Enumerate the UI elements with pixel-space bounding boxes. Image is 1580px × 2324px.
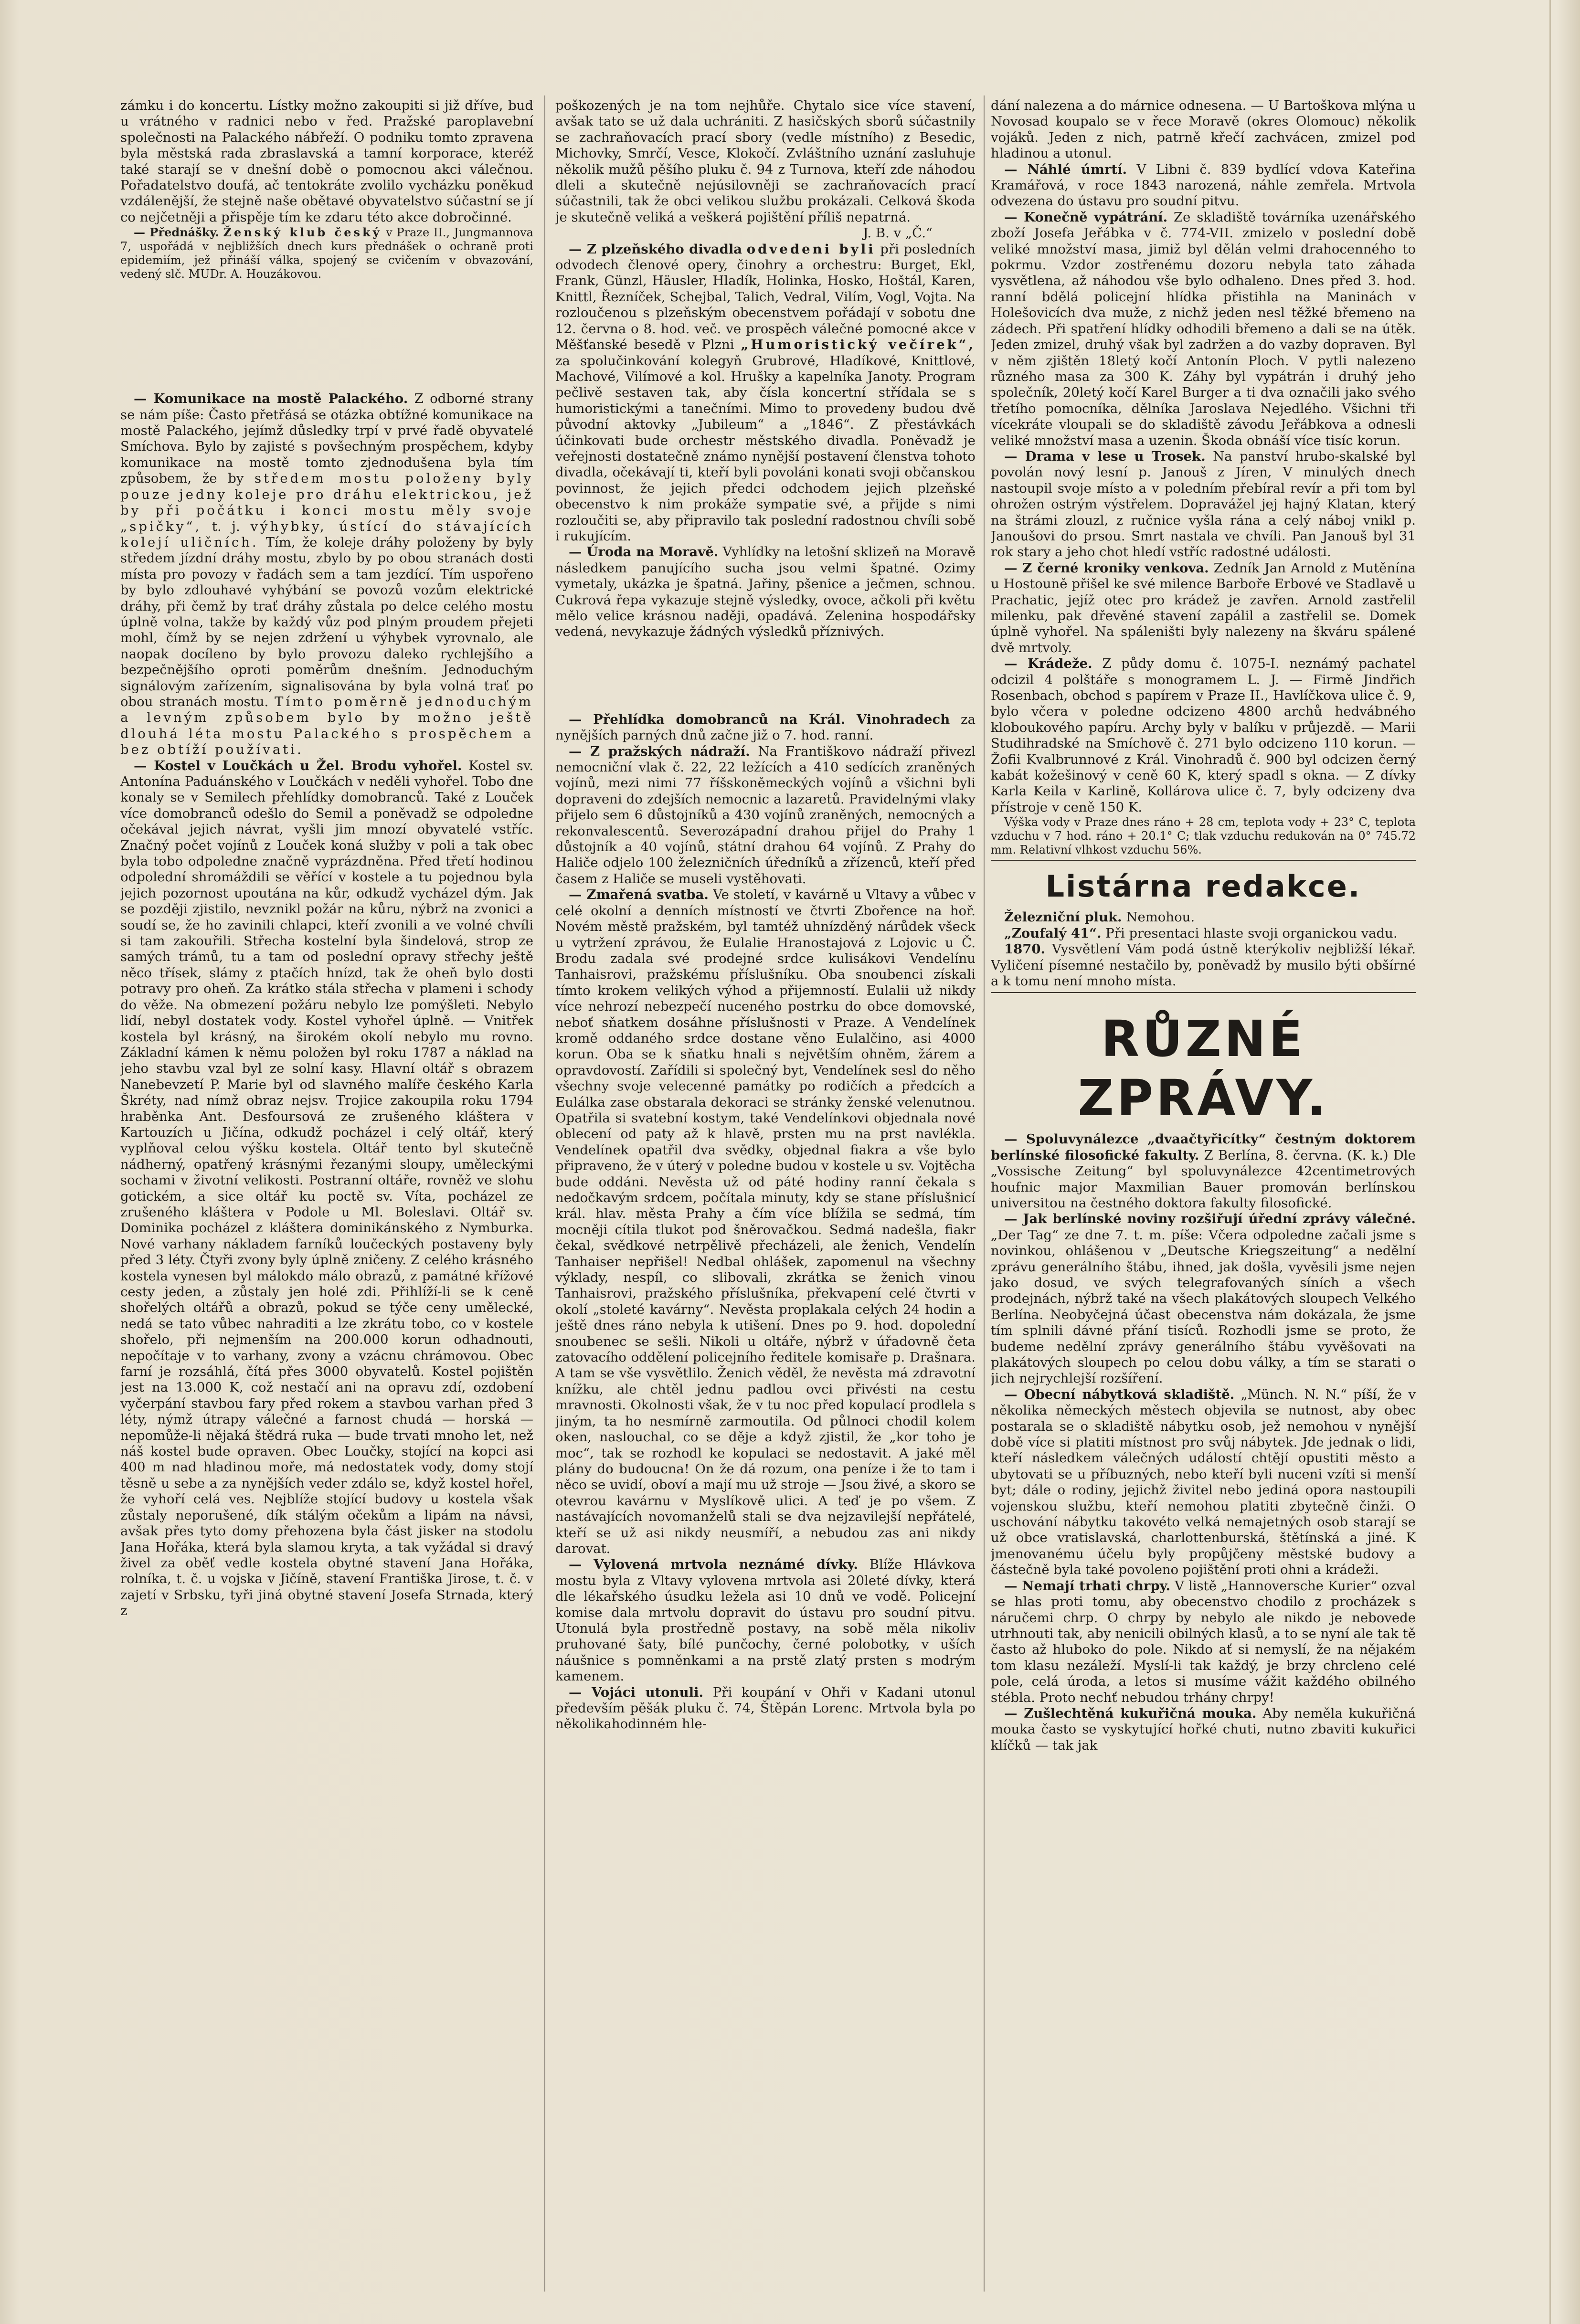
article-heading: — Z černé kroniky venkova. — [1004, 560, 1209, 576]
article-cornflowers — [991, 1578, 1416, 1706]
column-3 — [991, 98, 1416, 2299]
article-thefts — [991, 656, 1416, 815]
article-heading: — Nemají trhati chrpy. — [1004, 1578, 1171, 1594]
article-text: Zedník Jan Arnold z Mutěnína u Hostouně přišel ke své milence Barboře Erbové ve Stadlavě u Prachatic, jejíž otec pro krádež je zavřen. Arnold zastřelil milenku, pak dřevěné stavení zapálil a zastřelil se. Domek úplně vyhořel. Na spáleništi byly nalezeny na škváru spálené dvě mrtvoly. — [991, 560, 1416, 655]
article-sudden-death — [991, 162, 1416, 210]
article-text: V listě „Hannoversche Kurier“ ozval se hlas proti tomu, aby obecenstvo chodilo z procházek s náručemi chrp. O chrpy by nebylo ale nikdo je nebovede utrhnouti tak, aby nenicili obilných klasů, a to se nyní ale tak tě často až hluboko do pole. Nikdo ať si nemyslí, že na nějakém tom klasu nezáleží. Myslí-li tak každý, je brzy chrcleno celé pole, celá úroda, a letos si musíme vážit každého obilného stébla. Proto nechť nebudou trhány chrpy! — [991, 1578, 1416, 1705]
spaced-text: středem mostu položeny byly pouze jedny koleje pro dráhu elektrickou, jež by při počátku i konci mostu měly svoje „spičky“, — [120, 471, 533, 534]
divider — [991, 860, 1416, 861]
article-church-fire — [120, 758, 533, 1619]
divider — [991, 992, 1416, 993]
article-text: za nynějších parných dnů začne již o 7. hod. ranní. — [555, 711, 976, 743]
article-heading: — Kostel v Loučkách u Žel. Brodu vyhořel. — [134, 758, 462, 773]
article-bridge — [120, 391, 533, 758]
blank-space — [120, 281, 533, 391]
article-heading: — Vojáci utonuli. — [569, 1684, 704, 1700]
article-corn-flour — [991, 1706, 1416, 1754]
article-text: „Der Tag“ ze dne 7. t. m. píše: Včera odpoledne začali jsme s novinkou, ohlášenou v „Deutsche Kriegszeitung“ a nedělní zprávu generálního štábu, ihned, jak došla, vyvěsili jsme nejen jako dosud, ve svých telegrafovaných síních a všech prodejnách, nýbrž také na všech plakátových sloupech Velkého Berlína. Neobyčejná účast obecenstva nám dokázala, že jsme tím splnili dávné přání tisíců. Rozhodli jsme se proto, že budeme nedělní zprávy generálního štábu vyvěšovati na plakátových sloupech po celou dobu války, a tím se starati o jich nejrychlejší rozšíření. — [991, 1227, 1416, 1386]
letter-2 — [991, 926, 1416, 941]
article-heading: — Jak berlínské noviny rozšiřují úřední zprávy válečné. — [1004, 1211, 1416, 1227]
article-heading: — Zmařená svatba. — [569, 887, 709, 903]
article-text: Tím, že koleje dráhy položeny by byly středem jízdní dráhy mostu, zbylo by po obou stranách dosti místa pro povozy v řadách sem a tam jezdící. Tím uspořeno by bylo zdlouhavé vyhýbání se povozů vozům elektrické dráhy, při čemž by trať dráhy zůstala po delce celého mostu úplně volna, takže by každý vůz pod plným proudem přejeti mohl, čímž by se nejen zdržení u výhybek vyrovnalo, ale naopak docíleno by bylo provozu daleko rychlejšího a bezpečnějšího oproti poměrům dnešním. Jednoduchým signálovým zařízením, signalisována by byla volná trať po obou stranách mostu. — [120, 534, 533, 709]
spaced-text: odvedeni byli — [746, 241, 876, 257]
spaced-text: Ženský klub český — [223, 225, 382, 240]
spaced-text: výhybky, ústící do stávajících kolejí uličních. — [120, 518, 533, 550]
article-text: Blíže Hlávkova mostu byla z Vltavy vylovena mrtvola asi 20leté dívky, která dle lékařského úsudku ležela asi 10 dnů ve vodě. Policejní komise dala mrtvolu dopravit do ústavu pro soudní pitvu. Utonulá byla prostředně postavy, na sobě měla nikoliv pruhované šaty, bílé punčochy, černé polobotky, v uších náušnice s pomněnkami a na prstě zlatý prsten s modrým kamenem. — [555, 1557, 976, 1684]
article-text: v Praze II., Jungmannova 7, uspořádá v nejbližších dnech kurs přednášek o ochraně proti epidemiím, jež přináší válka, spojený se cvičením v obvazování, vedený slč. MUDr. A. Houzákovou. — [120, 226, 533, 281]
article-text: Ve století, v kavárně u Vltavy a vůbec v celé okolní a denních místností ve čtvrti Zbořence na hoř. Novém městě pražském, byl tamtéž uhnízděný nárůdek všeck u vytržení zprávou, že Eulalie Hranostajová z Lojovic u Č. Brodu zadala své prodejné srdce kulisákovi Vendelínu Tanhaisrovi, pražskému příslušníku. Oba snoubenci získali tímto krokem velikých výhod a přijemností. Eulalii už nikdy více nehrozí nebezpečí nuceného postrku do obce domovské, neboť sňatkem dosáhne příslušnosti v Praze. A Vendelínek kromě oddaného srdce dostane věno Eulalčino, asi 4000 korun. Oba se k sňatku hnali s největším ohněm, žárem a opravdovostí. Zařídili si společný byt, Vendelínek sesl do něho všechny svoje velecenné památky po rodičích a předcích a Eulálka zase obstarala dekoraci se stránky ženské velenutnou. Opatřila si svatební kostym, také Vendelínkovi objednala nové oblecení od paty až k hlavě, prsten mu na prst navlékla. Vendelínek opatřil dva svědky, objednal fiakra a vše bylo připraveno, že v úterý v poledne budou v kostele u sv. Vojtěcha bude oddáni. Nevěsta už od páté hodiny ranní čekala s nedočkavým srdcem, počítala minuty, kdy se stane příslušnicí král. hlav. města Prahy a čím více blížila se sedmá, tím mocněji cítila tlukot pod šněrovačkou. Sedmá nadešla, fiakr čekal, svědkové netrpělivě přecházeli, ale ženich, Vendelín Tanhaiser nepřišel! Nedbal ohlášek, zapomenul na všechny výklady, nespíl, co slibovali, zkrátka se ženich vinou Tanhaisrovi, pražského příslušníka, překvapení celé čtvrti v okolí „stoleté kavárny“. Nevěsta proplakala celých 24 hodin a ještě dnes ráno nebyla k utišení. Dnes po 9. hod. dopolední snoubenec se sešli. Nikoli u oltáře, nýbrž v úřadovně četa zatovacího oddělení policejního ředitele komisaře p. Drašnara. A tam se vše vysvětlilo. Ženich věděl, že nevěsta má zdravotní knížku, ale chtěl jednu padlou ovci přivésti na cestu mravnosti. Okolnosti však, že v tu noc před kopulací prodlela s jiným, ta ho nesmírně zarmoutila. Od půlnoci chodil kolem oken, naslouchal, co se děje a když zjistil, že „kor toho je moc“, tak se rozhodl ke kopulaci se nedostavit. A jaké měl plány do budoucna! On že dá rozum, ona peníze i že to tam i něco se uvidí, oboví a mají mu už stroje — Jsou živé, a skoro se otevrou kavárnu v Myslíkově ulici. A teď je po všem. Z nastávajících novomanželů stali se dva nejzavilejší nepřátelé, kteří se už asi nikdy neusmíří, a nebudou zas ani nikdy darovat. — [555, 887, 976, 1556]
article-berlin-papers — [991, 1211, 1416, 1386]
article-text: Aby neměla kukuřičná mouka často se vyskytující hořké chuti, nutno zbaviti kukuřici klíčků — tak jak — [991, 1705, 1416, 1753]
article-drowned — [555, 1685, 976, 1732]
article-review — [555, 712, 976, 744]
article-text: Ze skladiště továrníka uzenářského zboží Josefa Jeřábka v č. 774-VII. zmizelo v poslední době veliké množství masa, jimiž byl dělán velmi drahocenného to pokrmu. Vzdor zostřenému dozoru nebyla tato záhada vysvětlena, až náhodou vše bylo odhaleno. Dnes před 3. hod. ranní bdělá policejní hlídka přistihla na Maninách v Holešovicích dva muže, z nichž jeden nesl těžké břemeno na zádech. Při spatření hlídky odhodili břemeno a dali se na útěk. Jeden zmizel, druhý však byl zadržen a do vazby dopraven. Byl v něm zjištěn 18letý kočí Antonín Ploch. V pytli nalezeno různého masa za 300 K. Záhy byl vypátrán i druhý jeho společník, 20letý kočí Karel Burger a ti dva označili jako svého třetího pomocníka, dělníka Jaroslava Nejedlého. Všichni tři vícekráte vloupali se do skladiště závodu Jeřábkova a odnesli veliké množství masa a uzenin. Škoda obnáší více tisíc korun. — [991, 209, 1416, 448]
article-heading: — Spoluvynálezce „dvaačtyřicítky“ čestným doktorem berlínské filosofické fakulty. — [991, 1131, 1416, 1163]
letter-text: Nemohou. — [1126, 909, 1195, 925]
article-heading: — Z pražských nádraží. — [569, 743, 750, 759]
article-text: za spolučinkování kolegyň Grubrové, Hladíkové, Knittlové, Machové, Vilímové a kol. Hrušky a kapelníka Janoty. Program pečlivě sestaven tak, aby čísla koncertní střídala se s humoristickými a tanečními. Mimo to provedeny budou dvě původní aktovky „Jubileum“ a „1846“. Z přestávkách účinkovati bude orchestr městského divadla. Poněvadž je veřejnosti dostatečně známo nynější postavení členstva tohoto divadla, očekávají ti, kteří byli povoláni konati svoji občanskou povinnost, že jejich předci odchodem jejich plzeňské obecenstvo k nim prokáže sympatie své, a přijde s nimi rozloučiti se, aby připravilo tak poslední radostnou chvíli sobě i rukujícím. — [555, 353, 976, 544]
section-title-ruzne-zpravy: RŮZNÉ ZPRÁVY. — [1078, 1010, 1329, 1128]
article-text: Vyhlídky na letošní sklizeň na Moravě následkem panujícího sucha jsou velmi špatné. Ozimy vymetaly, ukázka je špatná. Jařiny, pšenice a ječmen, schnou. Cukrová řepa vykazuje stejně výsledky, ovoce, ačkoli při květu mělo velice krásnou naději, opadává. Zelenina hospodářsky vedená, nevykazuje žádných výsledků příznivých. — [555, 544, 976, 640]
column-rule — [544, 95, 545, 2292]
article-forest-drama — [991, 449, 1416, 560]
article-stations — [555, 744, 976, 887]
blank-space — [555, 640, 976, 712]
letter-1 — [991, 909, 1416, 925]
article-heading: — Přednášky. — [134, 225, 219, 240]
article-text: „Münch. N. N.“ píší, že v několika německých městech objevila se nutnost, aby obec postarala se o skladiště nábytku osob, jež nemohou v nynější době více si platiti místnost pro svůj nábytek. Jde jednak o lidi, kteří následkem válečných událostí chtějí opustiti město a ubytovati se u příbuzných, nebo kteří byli nuceni vzíti si menší byt; dále o rodiny, jejichž živitel nebo jediná opora nastoupili vojenskou službu, kteří nemohou platiti zbytečně činži. O uschování nábytku takovéto velká nemajetných osob starají se už obce vratislavská, charlottenburská, štětínská a jiné. K jmenovanému účelu byly propůjčeny městské budovy a částečně byla také povoleno pojištění proti ohni a krádeži. — [991, 1386, 1416, 1578]
article-heading: — Náhlé úmrtí. — [1004, 161, 1127, 177]
article-wedding — [555, 887, 976, 1557]
column-1 — [120, 98, 533, 2299]
article-text: Při koupání v Ohři v Kadani utonul především pěšák pluku č. 74, Štěpán Lorenc. Mrtvola byla po několikahodinném hle- — [555, 1684, 976, 1732]
section-title-listarna: Listárna redakce. — [1045, 869, 1361, 904]
article-heading: — Krádeže. — [1004, 656, 1092, 672]
article-text: t. j. — [212, 518, 240, 534]
article-harvest — [555, 544, 976, 640]
article-signature: J. B. v „Č.“ — [863, 225, 933, 241]
article-lectures — [120, 225, 533, 281]
article-water-level: Výška vody v Praze dnes ráno + 28 cm, teplota vody + 23° C, teplota vzduchu v 7 hod. ráno + 20.1° C; tlak vzduchu redukován na 0° 745.72 mm. Relativní vlhkost vzduchu 56%. — [991, 815, 1416, 857]
article-theatre — [555, 242, 976, 545]
letter-heading: Železniční pluk. — [1004, 909, 1122, 925]
article-furniture-storage — [991, 1387, 1416, 1578]
article-text: V Libni č. 839 bydlící vdova Kateřina Kramářová, v roce 1843 narozená, náhle zemřela. Mrtvola odvezena do ústavu pro soudní pitvu. — [991, 161, 1416, 209]
letter-text: Vysvětlení Vám podá ústně kterýkoliv nejbližší lékař. Vyličení písemné nestačilo by, poněvadž by musilo býti obšírné a k tomu není mnoho místa. — [991, 941, 1416, 989]
article-text: Z odborné strany se nám píše: Často přetřásá se otázka obtížné komunikace na mostě Palackého, jejímž důsledky trpí v prvé řadě obyvatelé Smíchova. Bylo by zajisté s povšechným prospěchem, kdyby komunikace na mostě tomto zjednodušena byla tím způsobem, že by — [120, 391, 533, 486]
article-text: zámku i do koncertu. Lístky možno zakoupiti si již dříve, buď u vrátného v radnici nebo v řed. Pražské paroplavební společnosti na Palackého nábřeží. O podniku tomto zpravena byla městská rada zbraslavská a tamní korporace, kteréž také starají se v dnešní době o pomocnou akci válečnou. Pořadatelstvo doufá, ač tentokráte zvolilo vycházku poněkud vzdálenější, že stejně naše obětavé obyvatelstvo súčastní se jí co nejčetněji a přispěje tím ke zdaru této akce dobročinné. — [120, 98, 533, 225]
spaced-text: Tímto poměrně jednoduchým a levným způsobem bylo by možno ještě dlouhá léta mostu Palackého s prospěchem a bez obtíží používati. — [120, 694, 533, 758]
article-heading: — Vylovená mrtvola neznámé dívky. — [569, 1557, 858, 1573]
page-fold-line — [1549, 0, 1551, 2324]
article-honorary-doctor — [991, 1131, 1416, 1211]
article-heading: — Přehlídka domobranců na Král. Vinohradech — [569, 711, 950, 727]
article-heading: — Konečně vypátrání. — [1004, 209, 1168, 225]
article-heading: — Zušlechtěná kukuřičná mouka. — [1004, 1705, 1257, 1721]
article-heading: — Drama v lese u Trosek. — [1004, 448, 1206, 464]
column-rule — [984, 95, 985, 2292]
article-text: Kostel sv. Antonína Paduánského v Loučkách v neděli vyhořel. Tobo dne konaly se v Semilech přehlídky domobranců. Také z Louček více domobranců odešlo do Semil a poněvadž se odpoledne očekával jejich návrat, vyšli jim mnozí obyvatelé vstříc. Značný počet vojínů z Louček koná služby v poli a tak obec byla tobo odpoledne značně vyprázdněna. Před třetí hodinou odpolední shromáždili se věřící v kostele a tu pojednou byla jejich pozornost upoutána na kůr, odkudž vycházel dým. Jak se později zjistilo, nevznikl požár na kůru, nýbrž na zvonici a soudí se, že ho zavinili chlapci, kteří zvonili a ve volné chvíli si tam zakouřili. Střecha kostelní byla šindelová, strop ze samých trámů, tu a tam od poslední opravy střechy ještě něco třísek, slámy z ptačích hnízd, tak že oheň bylo dosti potravy pro oheň. Za krátko stála střecha v plameni i schody do věže. Na obmezení požáru nebylo lze pomýšleti. Nebylo lidí, nebyl dostatek vody. Kostel vyhořel úplně. — Vnitřek kostela byl krásný, na širokém okolí nebylo mu rovno. Základní kámen k němu položen byl roku 1787 a náklad na jeho stavbu vzal byl ze solní kasy. Hlavní oltář s obrazem Nanebevzetí P. Marie byl od slavného malíře českého Karla Škréty, nad nímž obraz nejsv. Trojice zakoupila roku 1794 hraběnka Ant. Desfoursová ze zrušeného kláštera v Kartouzích u Jičína, odkudž pocházel i celý oltář, který vyplňoval celou výšku kostela. Oltář tento byl skutečně nádherný, opatřený krásnými řezanými sloupy, uměleckými sochami v životní velikosti. Postranní oltáře, rovněž ve slohu gotickém, a sice oltář ku poctě sv. Víta, pocházel ze zrušeného kláštera v Podole u Ml. Boleslavi. Oltář sv. Dominika pocházel z kláštera dominikánského z Nymburka. Nové varhany nákladem farníků loučeckých postaveny byly před 3 léty. Čtyři zvony byly úplně zničeny. Z celého krásného kostela vynesen byl málokdo málo obrazů, z památné křížové cesty jeden, a zůstaly jen holé zdi. Přihlíží-li se k ceně shořelých oltářů a obrazů, pokud se týče ceny umělecké, nedá se tato vůbec nahraditi a lze zkrátu tobo, co v kostele shořelo, při nejmenším na 200.000 korun odhadnouti, nepočítaje v to varhany, zvony a vzácnu chrámovou. Obec farní je rozsáhlá, čítá přes 3000 obyvatelů. Kostel pojištěn jest na 13.000 K, což nestačí ani na opravu zdí, ozdobení vyčerpání stavbou fary před rokem a stavbou varhan před 3 léty, nýmž útrapy válečné a farnost chudá — horská — nepomůže-li nějaká štědrá ruka — bude trvati mnoho let, než náš kostel bude opraven. Obec Loučky, stojící na kopci asi 400 m nad hladinou moře, má nedostatek vody, domy stojí těsně u sebe a za nynějších veder zdálo se, když kostel hořel, že vyhoří celá ves. Nejblíže stojící budovy u kostela však zůstaly neporušené, dík stálým očekům a lipám na návsi, avšak přes tyto domy přehozena byla část jisker na stodolu Jana Hořáka, která byla slamou kryta, a tak vyžádal si dravý živel za oběť vedle kostela obytné stavení Jana Hořáka, rolníka, t. č. u vojska v Jičíně, stavení Františka Jirose, t. č. v zajetí v Srbsku, tyři jiná obytné stavení Josefa Strnada, který z — [120, 758, 533, 1619]
letter-text: Při presentaci hlaste svoji organickou vadu. — [1105, 925, 1398, 941]
article-text: Na Františkovo nádraží přivezl nemocniční vlak č. 22, 22 ležících a 410 sedících zraněných vojínů, mezi nimi 77 říšskoněmeckých vojínů a všichni byli dopraveni do zdejších nemocnic a lazaretů. Pravidelnými vlaky přijelo sem 6 důstojníků a 430 vojínů zraněných, nemocných a rekonvalescentů. Severozápadní drahou přijel do Prahy 1 důstojník a 40 vojínů, státní drahou 64 vojínů. Z Prahy do Haliče odjelo 100 železničních úředníků a zřízenců, kteří před časem z Haliče se museli vystěhovati. — [555, 743, 976, 887]
article-heading: — Komunikace na mostě Palackého. — [134, 391, 408, 407]
article-text: Z Berlína, 8. června. (K. k.) Dle „Vossische Zeitung“ byl spoluvynálezce 42centimetrových houfnic major Maxmilian Bauer promován berlínskou universitou na čestného doktora fakulty filosofické. — [991, 1147, 1416, 1211]
letter-3 — [991, 941, 1416, 989]
article-theft-solved — [991, 210, 1416, 449]
article-heading: — Úroda na Moravě. — [569, 544, 719, 560]
article-body-found — [555, 1557, 976, 1684]
article-text: Z půdy domu č. 1075-I. neznámý pachatel odcizil 4 polštáře s monogramem L. J. — Firmě Jindřich Rosenbach, obchod s papírem v Praze II., Havlíčkova ulice č. 9, bylo včera v poledne odcizeno 4800 archů hedvábného kloboukového papíru. Archy byly v balíku v průjezdě. — Marii Studihradské na Smíchově č. 271 bylo odcizeno 110 korun. — Žofii Kvalbrunnové z Král. Vinohradů č. 900 byl odcizen černý kabát kožešinový v ceně 60 K, který spadl s okna. — Z dívky Karla Keila v Karlině, Kollárova ulice č. 7, byly odcizeny dva přístroje v ceně 150 K. — [991, 656, 1416, 815]
spaced-text: „Humoristický večírek“, — [741, 337, 976, 353]
letter-heading: „Zoufalý 41“. — [1004, 925, 1102, 941]
article-heading: — Obecní nábytková skladiště. — [1004, 1386, 1235, 1402]
article-heading: — Z plzeňského divadla — [569, 241, 742, 257]
letter-heading: 1870. — [1004, 941, 1046, 957]
article-text: Na panství hrubo-skalské byl povolán nový lesní p. Janouš z Jíren, V minulých dnech nastoupil svoje místo a v poledním přebíral revír a při tom byl ohrožen ostrým výstřelem. Dopravážel jej hajný Klatan, který na štrámi zlouzl, z ručnice vyšla rána a celý náboj vnikl p. Janoušovi do prsou. Smrt nastala ve chvíli. Pan Janouš byl 31 rok stary a jeho chot hledí vstříc radostné události. — [991, 448, 1416, 560]
column-2 — [555, 98, 976, 2299]
article-crime-chronicle — [991, 560, 1416, 656]
article-text: poškozených je na tom nejhůře. Chytalo sice více stavení, avšak tato se už dala uchrániti. Z hasičských sborů súčastnily se zachraňovacích prací sbory (vedle místního) z Besedic, Michovky, Smrčí, Vesce, Klokočí. Zvláštního uznání zasluhuje několik mužů pěšího pluku č. 94 z Turnova, kteří zde náhodou dleli a skutečně nejúsilovněji se zachraňovacích prací súčastnili, tak že obci velikou službu prokázali. Celková škoda je skutečně veliká a veškerá pojištění příliš nepatrná. — [555, 98, 976, 225]
article-text: dání nalezena a do márnice odnesena. — U Bartoškova mlýna u Novosad koupalo se v řece Moravě (okres Olomouc) několik vojáků. Jeden z nich, patrně křečí zachvácen, zmizel pod hladinou a utonul. — [991, 98, 1416, 161]
article-text: při posledních odvodech členové opery, činohry a orchestru: Burget, Ekl, Frank, Günzl, Häusler, Hladík, Holinka, Hosko, Hoštál, Karen, Knittl, Řezníček, Schejbal, Talich, Vedral, Vilím, Vogl, Vojta. Na rozloučenou s plzeňským obecenstvem pořádají v sobotu dne 12. června o 8. hod. več. ve prospěch válečné pomocné akce v Měšťanské besedě v Plzni — [555, 241, 976, 353]
